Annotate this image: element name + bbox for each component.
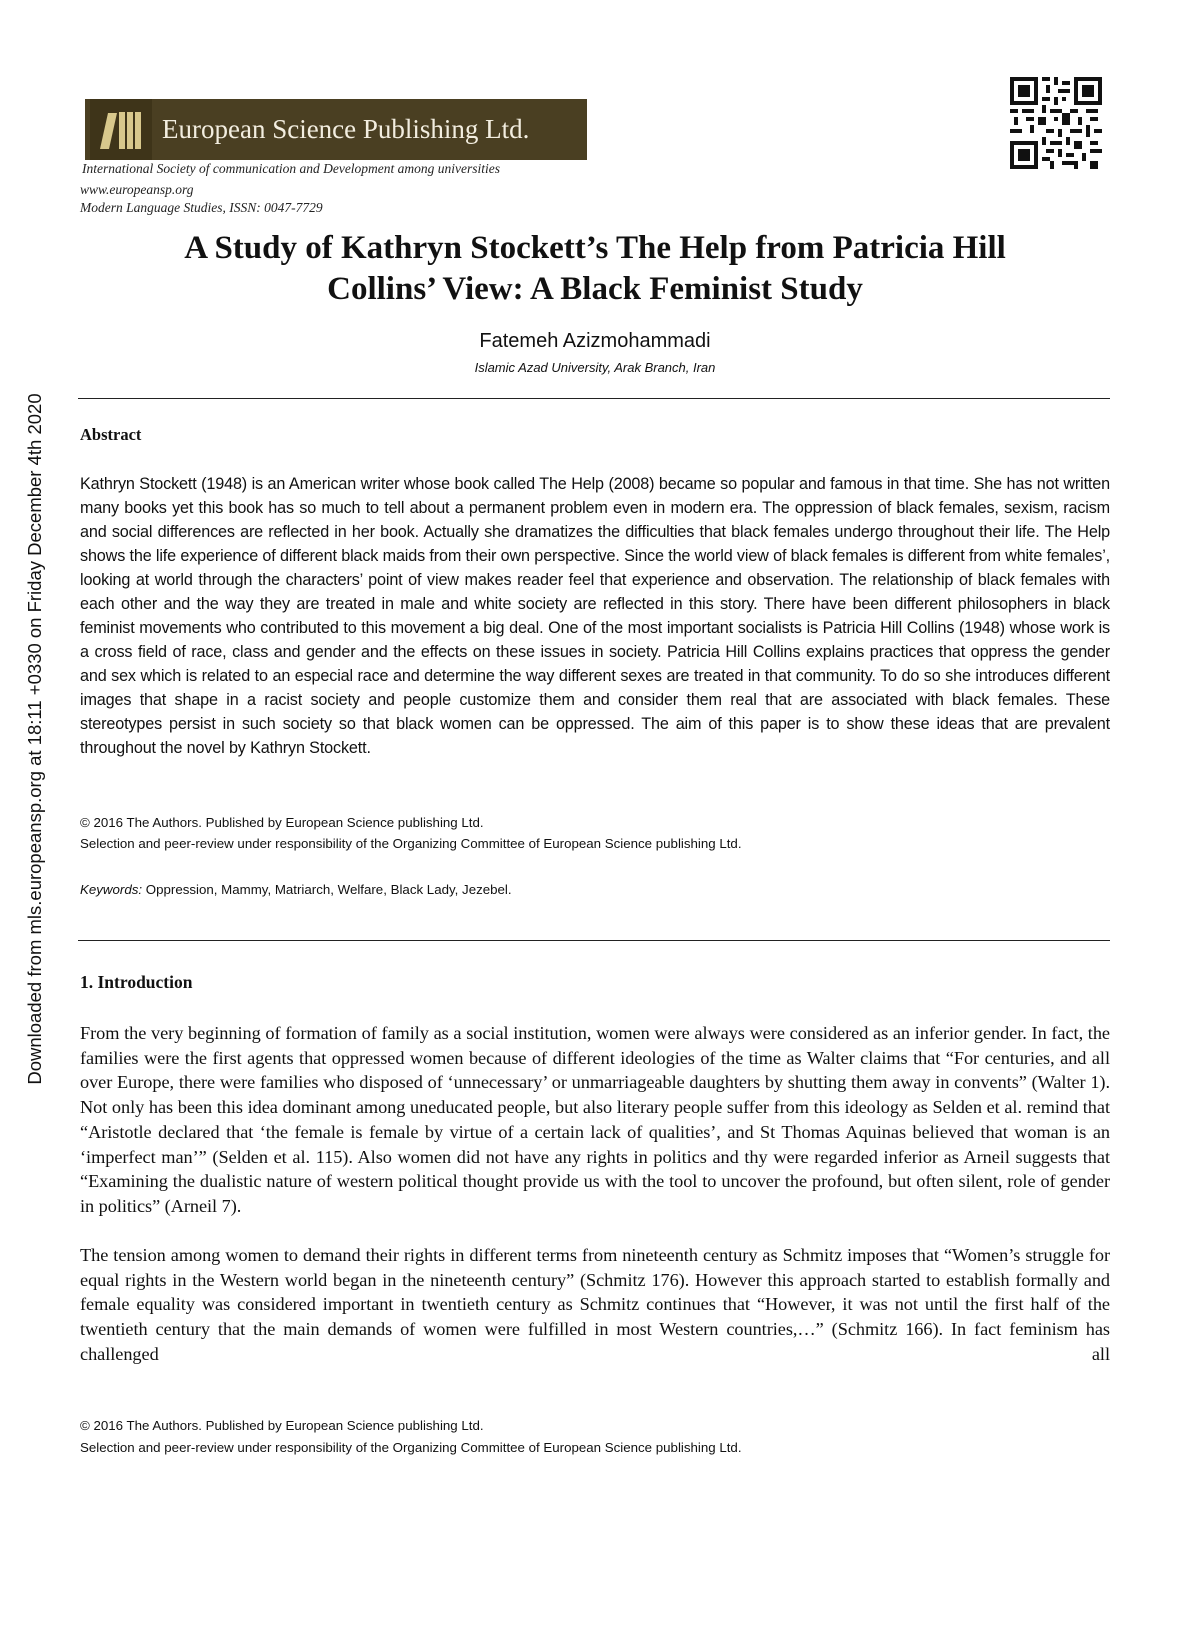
publisher-logo-text: European Science Publishing Ltd. (162, 114, 530, 144)
society-name: International Society of communication and Development among universities (82, 161, 501, 176)
journal-name: Modern Language Studies, ISSN: 0047-7729 (80, 200, 323, 215)
paper-title-line-2: Collins’ View: A Black Feminist Study (327, 271, 863, 307)
introduction-paragraph-2: The tension among women to demand their rights in different terms from nineteenth century as Schmitz imposes that “Women’s struggle for equal rights in the Western world began in the nineteenth century” (Schmitz 176). However this approach started to establish formally and female equality was considered important in twentieth century as Schmitz continues that “However, it was not until the first half of the twentieth century that the main demands of women were fulfilled in most Western countries,…” (Schmitz 166). In fact feminism has challenged all (80, 1245, 1110, 1364)
abstract-text: Kathryn Stockett (1948) is an American writer whose book called The Help (2008) became so popular and famous in that time. She has not written many books yet this book has so much to tell about a permanent problem even in modern era. The oppression of black females, sexism, racism and social differences are reflected in her book. Actually she dramatizes the difficulties that black females undergo throughout their life. The Help shows the life experience of different black maids from their own perspective. Since the world view of black females is different from white females’, looking at world through the characters’ point of view makes reader feel that experience and observation. The relationship of black females with each other and the way they are treated in male and white society are reflected in this story. There have been different philosophers in black feminist movements who contributed to this movement a big deal. One of the most important socialists is Patricia Hill Collins (1948) whose work is a cross field of race, class and gender and the effects on these issues in society. Patricia Hill Collins explains practices that oppress the gender and sex which is related to an especial race and determine the way different sexes are treated in that community. To do so she introduces different images that shape in a racist society and people customize them and consider them real that are associated with black females. These stereotypes persist in such society so that black women can be oppressed. The aim of this paper is to show these ideas that are prevalent throughout the novel by Kathryn Stockett. (80, 475, 1110, 757)
divider (78, 398, 1110, 399)
copyright-notice: © 2016 The Authors. Published by European Science publishing Ltd. (80, 815, 484, 830)
author-affiliation: Islamic Azad University, Arak Branch, Iran (474, 360, 716, 375)
keywords-list: Oppression, Mammy, Matriarch, Welfare, Black Lady, Jezebel. (142, 882, 512, 897)
keywords-label: Keywords: (80, 882, 143, 897)
keywords (80, 882, 512, 897)
introduction-heading: 1. Introduction (80, 972, 193, 992)
author-name: Fatemeh Azizmohammadi (479, 330, 711, 352)
qr-code-icon (1010, 77, 1102, 169)
footer-peer-review: Selection and peer-review under responsibility of the Organizing Committee of European Science publishing Ltd. (80, 1440, 742, 1455)
paper-title-line-1: A Study of Kathryn Stockett’s The Help from Patricia Hill (184, 230, 1006, 266)
introduction-paragraph-1: From the very beginning of formation of family as a social institution, women were always were considered as an inferior gender. In fact, the families were the first agents that oppressed women because of different ideologies of the time as Walter claims that “For centuries, and all over Europe, there were families who disposed of ‘unnecessary’ or unmarriageable daughters by shutting them away in convents” (Walter 1). Not only has been this idea dominant among uneducated people, but also literary people suffer from this ideology as Selden et al. remind that “Aristotle declared that ‘the female is female by virtue of a certain lack of qualities’, and St Thomas Aquinas believed that woman is an ‘imperfect man’” (Selden et al. 115). Also women did not have any rights in politics and thy were regarded inferior as Arneil suggests that “Examining the dualistic nature of western political thought provide us with the tool to uncover the profound, but often silent, role of gender in politics” (Arneil 7). (80, 1023, 1110, 1216)
publisher-logo (85, 99, 587, 160)
paper-title (80, 228, 1110, 310)
divider (78, 940, 1110, 941)
peer-review-notice: Selection and peer-review under responsibility of the Organizing Committee of European Science publishing Ltd. (80, 836, 742, 851)
footer-copyright: © 2016 The Authors. Published by European Science publishing Ltd. (80, 1418, 484, 1433)
books-icon (90, 99, 152, 160)
journal-website[interactable]: www.europeansp.org (80, 182, 194, 197)
abstract-heading: Abstract (80, 425, 142, 444)
download-watermark: Downloaded from mls.europeansp.org at 18:11 +0330 on Friday December 4th 2020 (24, 393, 45, 1085)
